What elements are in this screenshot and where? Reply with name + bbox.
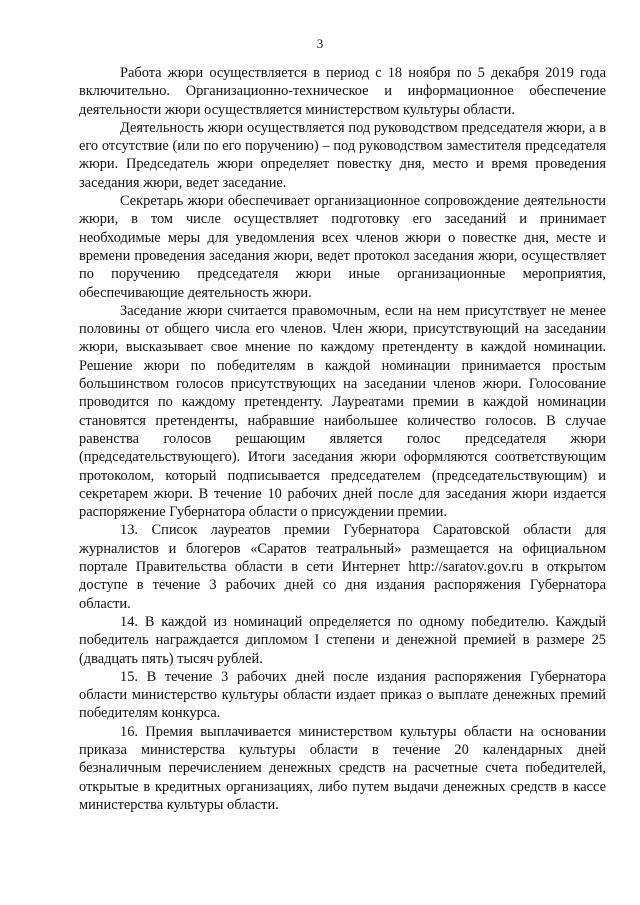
paragraph-item-15: 15. В течение 3 рабочих дней после издания распоряжения Губернатора области министерство культуры области издает приказ о выплате денежных премий победителям конкурса. — [79, 668, 606, 722]
paragraph-jury-leadership: Деятельность жюри осуществляется под руководством председателя жюри, а в его отсутствие (или по его поручению) – под руководством заместителя председателя жюри. Председатель жюри определяет повестку дня, место и время проведения заседания жюри, ведет заседание. — [79, 119, 606, 191]
paragraph-item-13: 13. Список лауреатов премии Губернатора Саратовской области для журналистов и блогеров «Саратов театральный» размещается на официальном портале Правительства области в сети Интернет http://saratov.gov.ru в открытом доступе в течение 3 рабочих дней со дня издания распоряжения Губернатора области. — [79, 522, 606, 612]
paragraph-item-16: 16. Премия выплачивается министерством культуры области на основании приказа министерства культуры области в течение 20 календарных дней безналичным перечислением денежных средств на расчетные счета победителей, открытые в кредитных организациях, либо путем выдачи денежных средств в кассе министерства культуры области. — [79, 723, 606, 813]
page-number: 3 — [316, 36, 324, 51]
paragraph-item-14: 14. В каждой из номинаций определяется по одному победителю. Каждый победитель награждается дипломом I степени и денежной премией в размере 25 (двадцать пять) тысяч рублей. — [79, 613, 606, 667]
paragraph-jury-secretary: Секретарь жюри обеспечивает организационное сопровождение деятельности жюри, в том числе осуществляет подготовку его заседаний и принимает необходимые меры для уведомления всех членов жюри о повестке дня, месте и времени проведения заседания жюри, ведет протокол заседания жюри, осуществляет по поручению председателя жюри иные организационные мероприятия, обеспечивающие деятельность жюри. — [79, 193, 606, 301]
paragraph-jury-period: Работа жюри осуществляется в период с 18 ноября по 5 декабря 2019 года включительно. Организационно-техническое и информационное обеспечение деятельности жюри осуществляется министерством культуры области. — [79, 65, 606, 118]
document-body — [79, 64, 606, 814]
paragraph-jury-meeting: Заседание жюри считается правомочным, если на нем присутствует не менее половины от общего числа его членов. Член жюри, присутствующий на заседании жюри, высказывает свое мнение по каждому претенденту в каждой номинации. Решение жюри по победителям в каждой номинации принимается простым большинством голосов присутствующих на заседании членов жюри. Голосование проводится по каждому претенденту. Лауреатами премии в каждой номинации становятся претенденты, набравшие наибольшее количество голосов. В случае равенства голосов решающим является голос председателя жюри (председательствующего). Итоги заседания жюри оформляются соответствующим протоколом, который подписывается председателем (председательствующим) и секретарем жюри. В течение 10 рабочих дней после для заседания жюри издается распоряжение Губернатора области о присуждении премии. — [79, 302, 606, 521]
